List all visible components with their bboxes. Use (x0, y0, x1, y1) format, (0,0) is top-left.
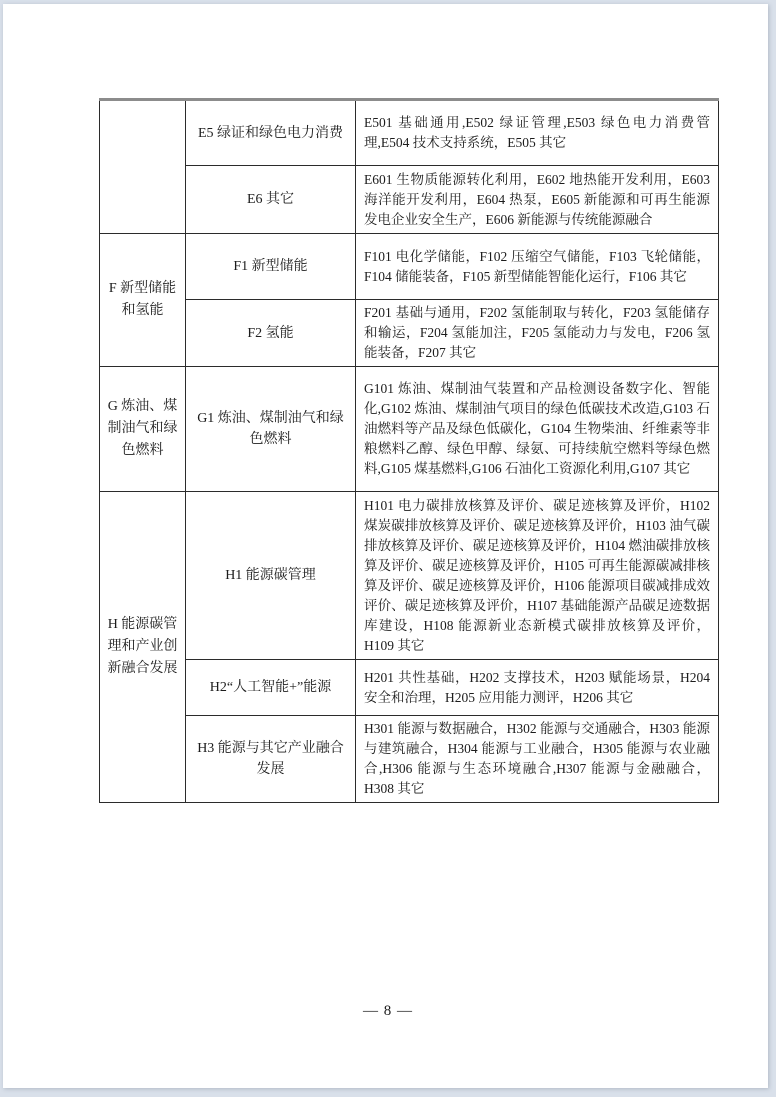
table-row-e6 (100, 166, 719, 234)
detail-cell-g1: G101 炼油、煤制油气装置和产品检测设备数字化、智能化,G102 炼油、煤制油气项目的绿色低碳技术改造,G103 石油燃料等产品及绿色低碳化，G104 生物柴油、纤维素等非粮燃料乙醇、绿色甲醇、绿氨、可持续航空燃料等绿色燃料,G105 煤基燃料,G106 石油化工资源化利用,G107 其它 (356, 367, 719, 492)
detail-cell-h1: H101 电力碳排放核算及评价、碳足迹核算及评价，H102 煤炭碳排放核算及评价、碳足迹核算及评价，H103 油气碳排放核算及评价、碳足迹核算及评价，H104 燃油碳排放核算及评价、碳足迹核算及评价，H105 可再生能源碳减排核算及评价、碳足迹核算及评价，H106 能源项目碳减排成效评价、碳足迹核算及评价，H107 基础能源产品碳足迹数据库建设，H108 能源新业态新模式碳排放核算及评价，H109 其它 (356, 492, 719, 660)
detail-cell-e5: E501 基础通用,E502 绿证管理,E503 绿色电力消费管理,E504 技术支持系统，E505 其它 (356, 100, 719, 166)
category-cell-h: H 能源碳管理和产业创新融合发展 (100, 492, 186, 803)
category-cell-e-empty (100, 100, 186, 234)
classification-table (99, 98, 719, 803)
subcategory-cell-h1: H1 能源碳管理 (186, 492, 356, 660)
subcategory-cell-f2: F2 氢能 (186, 300, 356, 367)
table-row-h3 (100, 716, 719, 803)
detail-cell-f2: F201 基础与通用，F202 氢能制取与转化，F203 氢能储存和输运，F204 氢能加注，F205 氢能动力与发电，F206 氢能装备，F207 其它 (356, 300, 719, 367)
subcategory-cell-g1: G1 炼油、煤制油气和绿色燃料 (186, 367, 356, 492)
table-row-g1 (100, 367, 719, 492)
detail-cell-f1: F101 电化学储能，F102 压缩空气储能，F103 飞轮储能，F104 储能装备，F105 新型储能智能化运行，F106 其它 (356, 234, 719, 300)
table-row-f1 (100, 234, 719, 300)
detail-cell-h3: H301 能源与数据融合，H302 能源与交通融合，H303 能源与建筑融合，H304 能源与工业融合，H305 能源与农业融合,H306 能源与生态环境融合,H307 能源与金融融合，H308 其它 (356, 716, 719, 803)
detail-cell-h2: H201 共性基础，H202 支撑技术，H203 赋能场景，H204 安全和治理，H205 应用能力测评，H206 其它 (356, 660, 719, 716)
subcategory-cell-f1: F1 新型储能 (186, 234, 356, 300)
subcategory-cell-h2: H2“人工智能+”能源 (186, 660, 356, 716)
subcategory-cell-e5: E5 绿证和绿色电力消费 (186, 100, 356, 166)
table-row-h2 (100, 660, 719, 716)
subcategory-cell-e6: E6 其它 (186, 166, 356, 234)
category-cell-f: F 新型储能和氢能 (100, 234, 186, 367)
table-row-e5 (100, 100, 719, 166)
document-page (3, 4, 768, 1088)
page-number: — 8 — (363, 1003, 413, 1019)
category-cell-g: G 炼油、煤制油气和绿色燃料 (100, 367, 186, 492)
subcategory-cell-h3: H3 能源与其它产业融合发展 (186, 716, 356, 803)
table-row-h1 (100, 492, 719, 660)
detail-cell-e6: E601 生物质能源转化利用，E602 地热能开发利用，E603 海洋能开发利用，E604 热泵，E605 新能源和可再生能源发电企业安全生产，E606 新能源与传统能源融合 (356, 166, 719, 234)
table-row-f2 (100, 300, 719, 367)
